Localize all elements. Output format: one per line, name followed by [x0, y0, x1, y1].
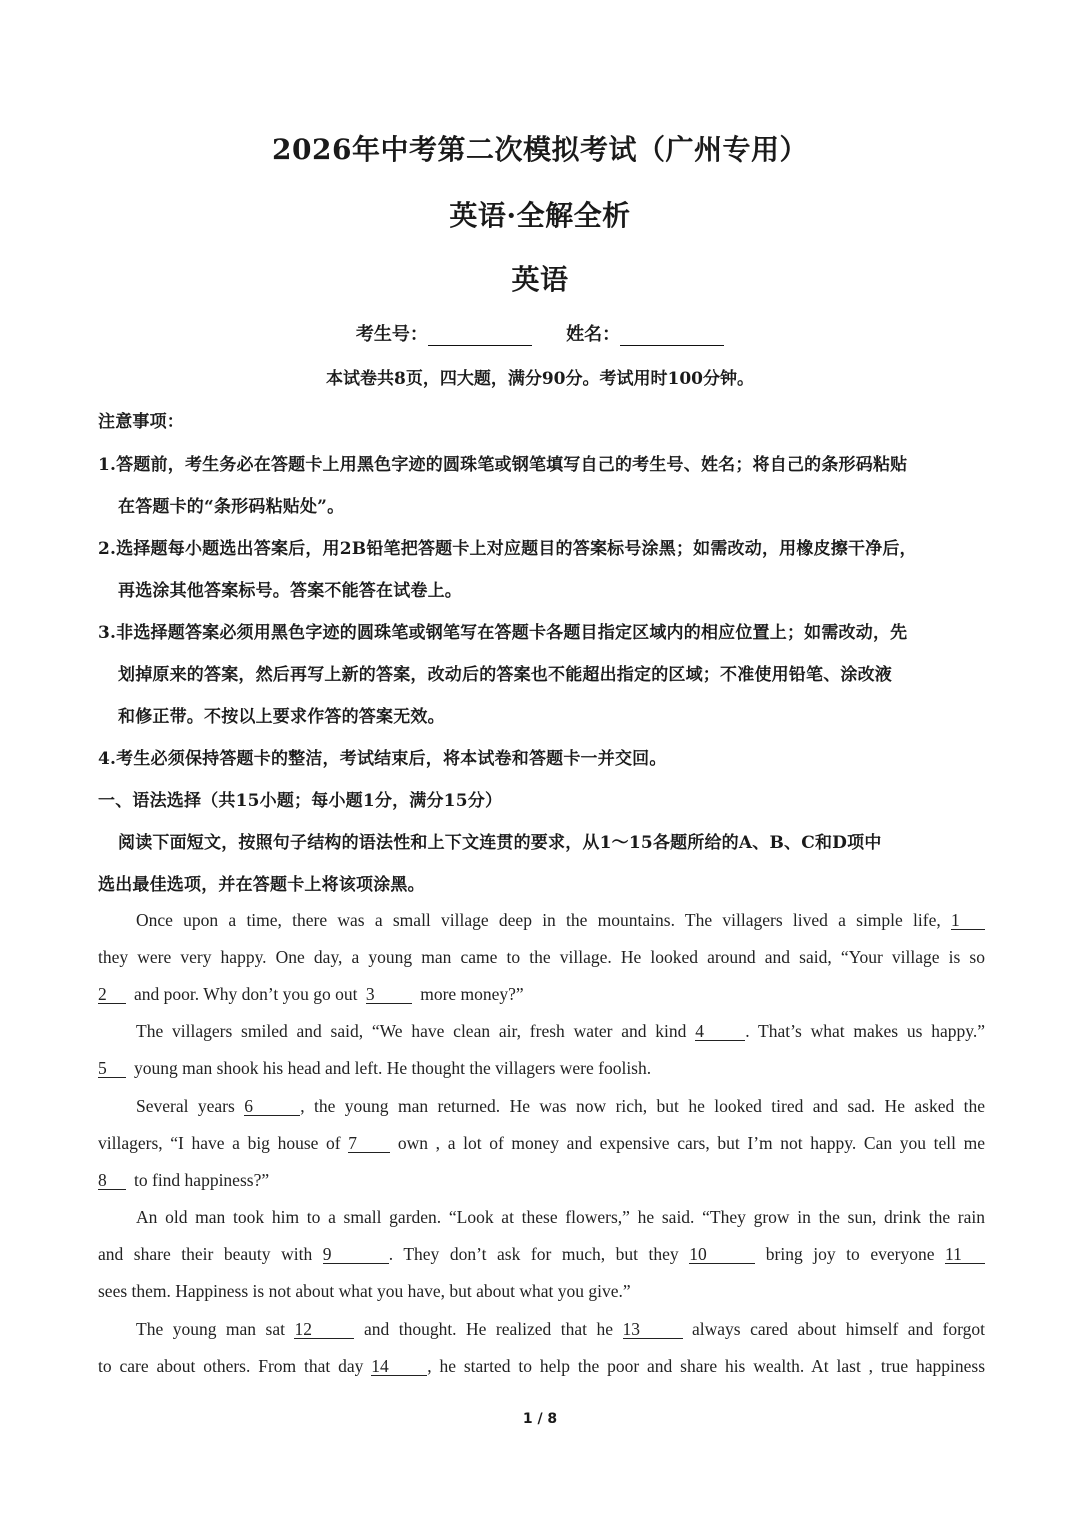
passage-line: they were very happy. One day, a young man came to the village. He looked around and said, “Your village is so: [98, 947, 985, 967]
notice-item-2-line-2: 再选涂其他答案标号。答案不能答在试卷上。: [118, 581, 462, 601]
blank-2[interactable]: 2: [98, 985, 126, 1004]
passage-line: The villagers smiled and said, “We have clean air, fresh water and kind 4 . That’s what makes us happy.”: [136, 1021, 986, 1041]
notice-item-4-line-1: 4.考生必须保持答题卡的整洁，考试结束后，将本试卷和答题卡一并交回。: [98, 749, 667, 769]
notice-item-3-line-3: 和修正带。不按以上要求作答的答案无效。: [118, 707, 445, 727]
blank-5[interactable]: 5: [98, 1059, 126, 1078]
passage-line: An old man took him to a small garden. “Look at these flowers,” he said. “They grow in the sun, drink the rain: [136, 1207, 985, 1227]
section-1-instructions-line-1: 阅读下面短文，按照句子结构的语法性和上下文连贯的要求，从1～15各题所给的A、B、C和D项中: [118, 833, 882, 853]
candidate-name-blank[interactable]: [620, 325, 724, 346]
blank-1[interactable]: 1: [951, 911, 985, 930]
candidate-id-label: 考生号：: [355, 324, 428, 345]
passage-line: sees them. Happiness is not about what you have, but about what you give.”: [98, 1281, 631, 1301]
passage-line: villagers, “I have a big house of 7 own , a lot of money and expensive cars, but I’m not happy. Can you tell me: [98, 1133, 986, 1153]
blank-9[interactable]: 9: [323, 1245, 389, 1264]
passage-line: 2 and poor. Why don’t you go out 3 more money?”: [98, 984, 524, 1004]
blank-14[interactable]: 14: [371, 1357, 427, 1376]
notice-item-3-line-1: 3.非选择题答案必须用黑色字迹的圆珠笔或钢笔写在答题卡各题目指定区域内的相应位置上；如需改动，先: [98, 623, 908, 643]
notice-heading: 注意事项：: [98, 412, 184, 432]
candidate-name-label: 姓名：: [566, 324, 621, 345]
page-indicator: 1 / 8: [522, 1411, 558, 1427]
exam-info: 本试卷共8页，四大题，满分90分。考试用时100分钟。: [326, 369, 754, 389]
blank-6[interactable]: 6: [244, 1097, 300, 1116]
passage-line: and share their beauty with 9 . They don’t ask for much, but they 10 bring joy to everyone 11: [98, 1244, 985, 1265]
section-1-heading: 一、语法选择（共15小题；每小题1分，满分15分）: [98, 791, 503, 811]
blank-8[interactable]: 8: [98, 1171, 126, 1190]
notice-item-1-line-1: 1.答题前，考生务必在答题卡上用黑色字迹的圆珠笔或钢笔填写自己的考生号、姓名；将自己的条形码粘贴: [98, 455, 908, 475]
blank-3[interactable]: 3: [366, 985, 412, 1004]
passage-line: Several years 6 , the young man returned. He was now rich, but he looked tired and sad. He asked the: [136, 1096, 985, 1116]
notice-item-1-line-2: 在答题卡的“条形码粘贴处”。: [118, 497, 345, 517]
passage-line: to care about others. From that day 14 , he started to help the poor and share his wealth. At last , true happiness: [98, 1356, 986, 1376]
section-1-instructions-line-2: 选出最佳选项，并在答题卡上将该项涂黑。: [98, 875, 425, 895]
blank-10[interactable]: 10: [689, 1245, 755, 1264]
exam-subtitle: 英语·全解全析: [449, 199, 631, 232]
notice-item-3-line-2: 划掉原来的答案，然后再写上新的答案，改动后的答案也不能超出指定的区域；不准使用铅笔、涂改液: [118, 665, 892, 685]
blank-12[interactable]: 12: [294, 1320, 354, 1339]
exam-title: 2026年中考第二次模拟考试（广州专用）: [272, 133, 808, 166]
blank-4[interactable]: 4: [695, 1022, 745, 1041]
notice-item-2-line-1: 2.选择题每小题选出答案后，用2B铅笔把答题卡上对应题目的答案标号涂黑；如需改动，用橡皮擦干净后，: [98, 539, 917, 559]
blank-7[interactable]: 7: [348, 1134, 390, 1153]
candidate-id-blank[interactable]: [428, 325, 532, 346]
blank-11[interactable]: 11: [945, 1245, 985, 1264]
passage-line: 8 to find happiness?”: [98, 1170, 270, 1190]
candidate-info-line: [0, 320, 1080, 346]
blank-13[interactable]: 13: [623, 1320, 683, 1339]
passage-line: Once upon a time, there was a small village deep in the mountains. The villagers lived a simple life, 1: [136, 910, 985, 931]
subject-title: 英语: [511, 263, 569, 296]
passage-line: 5 young man shook his head and left. He thought the villagers were foolish.: [98, 1058, 652, 1078]
passage-line: The young man sat 12 and thought. He realized that he 13 always cared about himself and forgot: [136, 1319, 985, 1339]
